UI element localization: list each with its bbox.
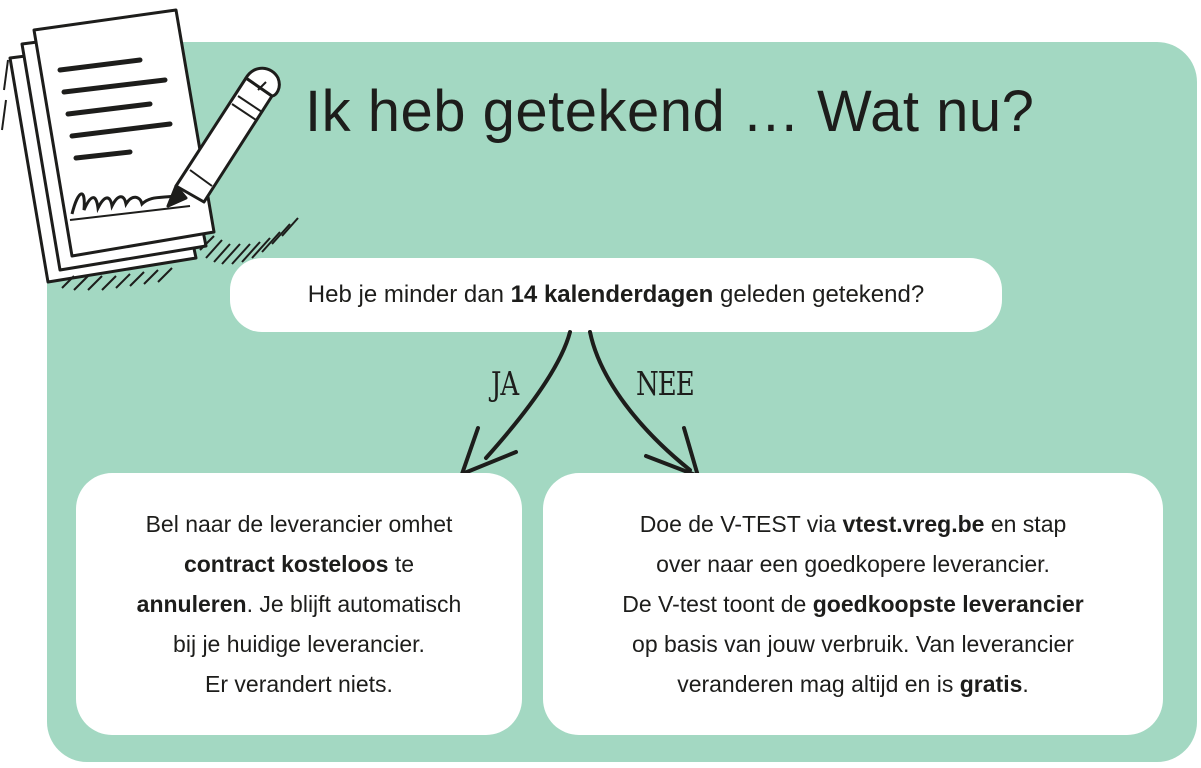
answer-box-no <box>543 473 1163 735</box>
answer-yes-line-4: bij je huidige leverancier. <box>173 631 425 657</box>
answer-no-line-1-start: Doe de V-TEST via <box>639 511 843 537</box>
answer-no-bold-2: gratis <box>959 671 1023 697</box>
page-title: Ik heb getekend … Wat nu? <box>305 79 1035 144</box>
answer-no-line-5-start: veranderen mag altijd en is <box>677 671 960 697</box>
answer-no-line-3-start: De V-test toont de <box>622 591 813 617</box>
answer-no-line-5-end: . <box>1022 671 1029 697</box>
answer-yes-line-2 <box>137 544 462 584</box>
answer-no-line-1 <box>622 504 1084 544</box>
question-text-start: Heb je minder dan <box>307 281 511 308</box>
branch-label-yes: JA <box>491 366 519 404</box>
answer-yes-line-3-rest: . Je blijft automatisch <box>246 591 462 617</box>
answer-no-line-2: over naar een goedkopere leverancier. <box>656 551 1050 577</box>
question-text-bold: 14 kalenderdagen <box>510 281 714 308</box>
answer-no-line-1-end: en stap <box>984 511 1067 537</box>
answer-box-yes <box>76 473 522 735</box>
answer-yes-line-5: Er verandert niets. <box>205 671 393 697</box>
answer-yes-bold-1: contract kosteloos <box>183 551 389 577</box>
answer-no-text <box>622 504 1084 704</box>
answer-no-line-3 <box>622 584 1084 624</box>
signed-document-icon <box>0 0 320 300</box>
answer-no-bold-1: goedkoopste leverancier <box>812 591 1084 617</box>
question-text <box>308 281 924 309</box>
question-text-end: geleden getekend? <box>713 281 925 308</box>
vtest-link: vtest.vreg.be <box>842 511 985 537</box>
answer-yes-bold-2: annuleren <box>136 591 247 617</box>
question-box <box>230 258 1002 332</box>
answer-no-line-5 <box>622 664 1084 704</box>
answer-yes-line-1: Bel naar de leverancier omhet <box>145 511 453 537</box>
answer-no-line-4: op basis van jouw verbruik. Van leverancier <box>632 631 1074 657</box>
branch-label-no: NEE <box>636 366 694 404</box>
answer-yes-line-3 <box>137 584 462 624</box>
answer-yes-line-2-rest: te <box>388 551 415 577</box>
answer-yes-text <box>137 504 462 704</box>
